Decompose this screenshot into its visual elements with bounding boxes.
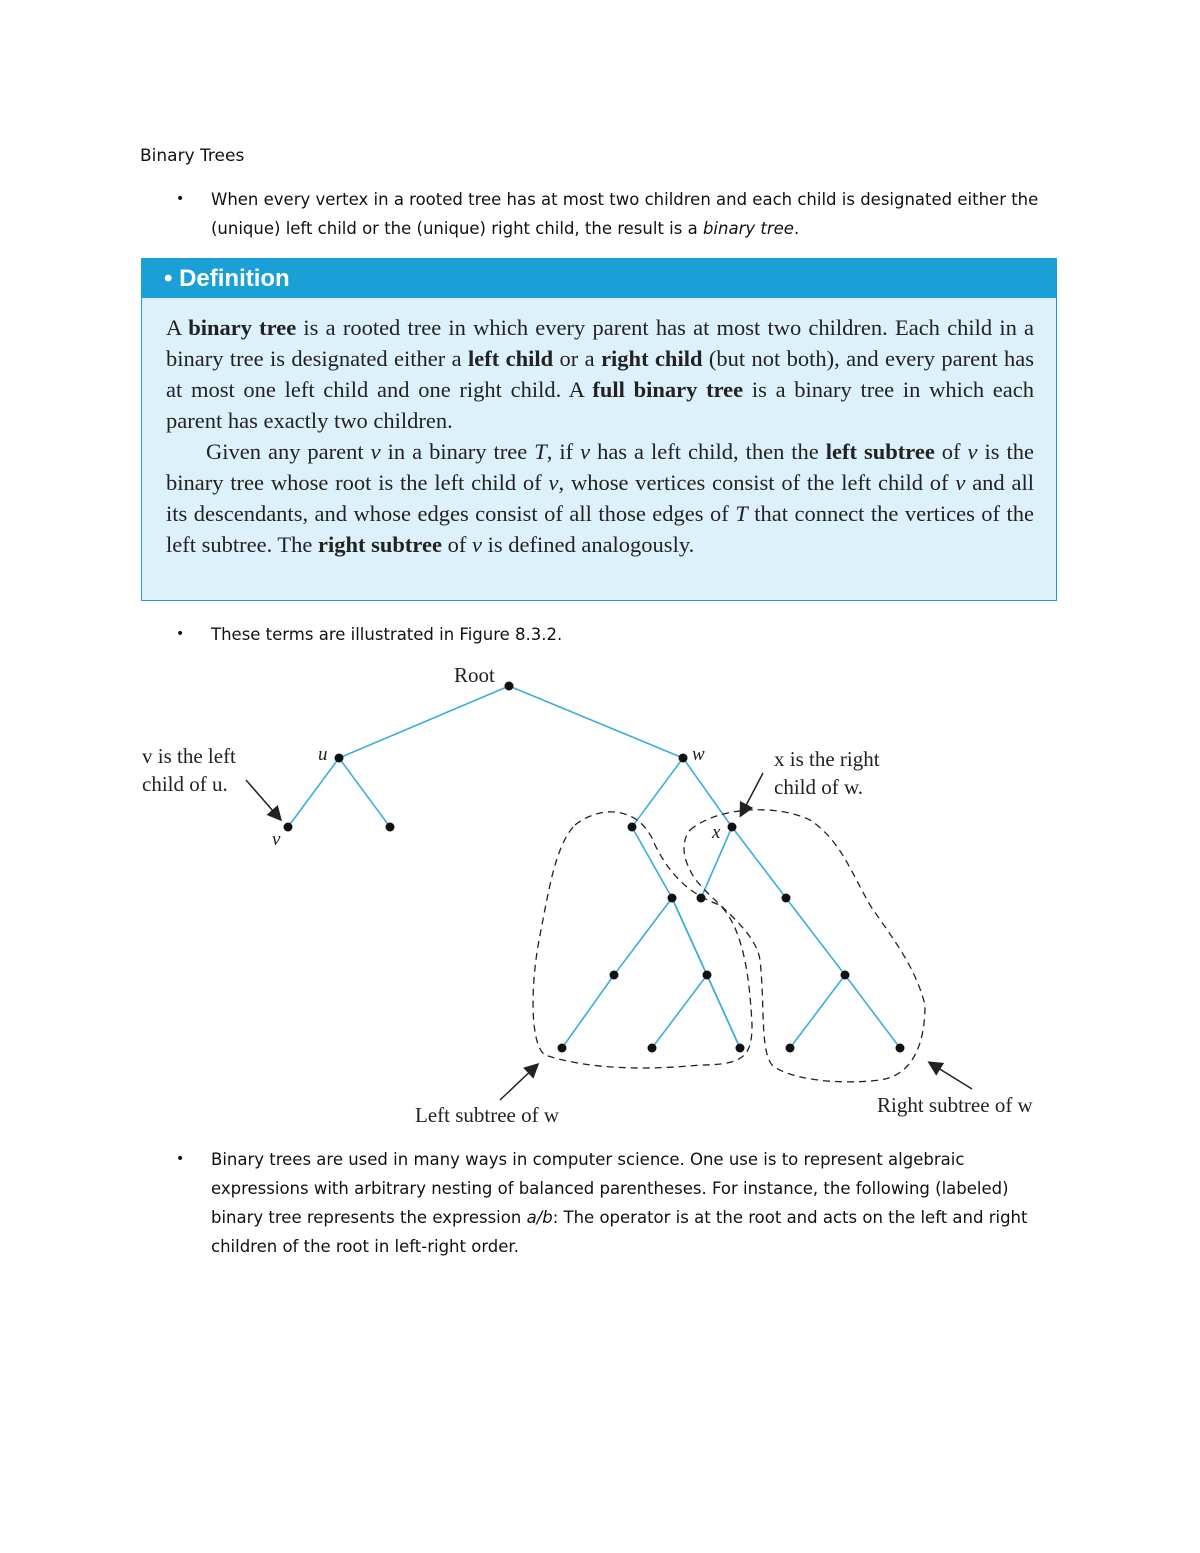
- tree-node-d: [703, 971, 712, 980]
- defined-term: binary tree: [188, 315, 297, 340]
- definition-text: (but not both), and every parent has at most one left child and one right child. A: [166, 346, 1034, 402]
- arrow-to-x: [741, 773, 763, 815]
- defined-term: full binary tree: [592, 377, 744, 402]
- bullet-text: Binary trees are used in many ways in computer science. One use is to represent algebraic expressions with arbitrary nesting of balanced parentheses. For instance, the following (labeled) binary tree represents the expression a/b: The operator is at the root and acts on the left and right children of the root in left-right order.: [211, 1150, 1028, 1256]
- tree-edge-i-k: [845, 975, 900, 1048]
- definition-paragraph-2: [166, 436, 1034, 560]
- tree-node-g: [736, 1044, 745, 1053]
- definition-text: Given any parent: [206, 439, 371, 464]
- definition-text: is defined analogously.: [481, 532, 695, 557]
- arrow-to-v: [246, 780, 280, 819]
- bullet-binary-tree-uses: [176, 1145, 1056, 1261]
- defined-term: left child: [468, 346, 554, 371]
- arrow-to-left-subtree: [500, 1065, 537, 1100]
- tree-edge-w-x: [683, 758, 732, 827]
- definition-text: is a rooted tree in which every parent has at most two children. Each child in a binary tree is designated either a: [166, 315, 1035, 371]
- math-variable: T: [534, 439, 547, 464]
- tree-edge-c-e: [562, 975, 614, 1048]
- tree-node-w1: [628, 823, 637, 832]
- tree-node-a: [668, 894, 677, 903]
- definition-text: , if: [546, 439, 581, 464]
- tree-node-u2: [386, 823, 395, 832]
- bullet-marker: •: [176, 1151, 185, 1167]
- tree-node-k: [896, 1044, 905, 1053]
- tree-edge-i-j: [790, 975, 845, 1048]
- root-label: Root: [454, 663, 495, 687]
- bullet-binary-tree-intro: [176, 185, 1056, 243]
- definition-title: • Definition: [142, 259, 1056, 298]
- emphasis-expression: a/b: [526, 1208, 553, 1227]
- right-subtree-outline: [684, 810, 925, 1082]
- tree-node-w: [679, 754, 688, 763]
- tree-edge-u-v: [288, 758, 339, 827]
- tree-edge-d-f: [652, 975, 707, 1048]
- x-caption-line1: x is the right: [774, 747, 880, 771]
- tree-edge-root-w: [509, 686, 683, 758]
- math-variable: T: [735, 501, 748, 526]
- definition-text: or a: [553, 346, 602, 371]
- left-subtree-outline: [533, 812, 752, 1068]
- node-w-label: w: [692, 744, 705, 765]
- math-variable: v: [580, 439, 591, 464]
- v-caption-line1: v is the left: [142, 744, 236, 768]
- left-subtree-label: Left subtree of w: [415, 1103, 560, 1127]
- node-v-label: v: [272, 829, 281, 850]
- definition-text: is the binary tree whose root is the left child of: [166, 439, 1034, 495]
- tree-node-v: [284, 823, 293, 832]
- tree-node-b: [697, 894, 706, 903]
- definition-text: , whose vertices consist of the left child of: [558, 470, 956, 495]
- definition-text: A: [166, 315, 189, 340]
- definition-text: that connect the vertices of the left subtree. The: [166, 501, 1035, 557]
- tree-node-x: [728, 823, 737, 832]
- tree-edge-w-w1: [632, 758, 683, 827]
- tree-edge-x-h: [732, 827, 786, 898]
- definition-text: is a binary tree in which each parent has exactly two children.: [166, 377, 1034, 433]
- emphasis-binary-tree: binary tree: [702, 219, 794, 238]
- tree-nodes: [284, 682, 905, 1053]
- defined-term: right subtree: [318, 532, 442, 557]
- x-caption-line2: child of w.: [774, 775, 864, 799]
- node-x-label: x: [712, 822, 721, 843]
- tree-node-f: [648, 1044, 657, 1053]
- page-heading: Binary Trees: [140, 146, 245, 166]
- math-variable: v: [370, 439, 381, 464]
- tree-node-u: [335, 754, 344, 763]
- tree-node-i: [841, 971, 850, 980]
- definition-text: has a left child, then the: [590, 439, 826, 464]
- bullet-marker: •: [176, 626, 185, 642]
- math-variable: v: [967, 439, 978, 464]
- tree-node-e: [558, 1044, 567, 1053]
- definition-text: of: [934, 439, 968, 464]
- binary-tree-figure: [0, 655, 1200, 1135]
- tree-node-h: [782, 894, 791, 903]
- bullet-text: These terms are illustrated in Figure 8.3.2.: [211, 625, 563, 644]
- bullet-figure-reference: [176, 620, 1056, 649]
- arrow-to-right-subtree: [930, 1063, 972, 1089]
- defined-term: left subtree: [825, 439, 935, 464]
- definition-text: and all its descendants, and whose edges consist of all those edges of: [166, 470, 1034, 526]
- bullet-marker: •: [176, 191, 185, 207]
- tree-node-c: [610, 971, 619, 980]
- definition-box: [141, 258, 1057, 601]
- math-variable: v: [548, 470, 559, 495]
- math-variable: v: [955, 470, 966, 495]
- tree-edge-root-u: [339, 686, 509, 758]
- tree-edge-h-i: [786, 898, 845, 975]
- tree-node-j: [786, 1044, 795, 1053]
- definition-paragraph-1: [166, 312, 1034, 436]
- definition-text: of: [441, 532, 472, 557]
- definition-body: [142, 298, 1056, 560]
- right-subtree-label: Right subtree of w: [877, 1093, 1033, 1117]
- tree-edges: [288, 686, 900, 1048]
- tree-edge-a-c: [614, 898, 672, 975]
- tree-node-root: [505, 682, 514, 691]
- v-caption-line2: child of u.: [142, 772, 228, 796]
- defined-term: right child: [601, 346, 703, 371]
- math-variable: v: [471, 532, 482, 557]
- definition-text: in a binary tree: [380, 439, 535, 464]
- tree-edge-u-u2: [339, 758, 390, 827]
- node-u-label: u: [318, 744, 328, 765]
- bullet-text: When every vertex in a rooted tree has at most two children and each child is designated either the (unique) left child or the (unique) right child, the result is a binary tree.: [211, 190, 1039, 238]
